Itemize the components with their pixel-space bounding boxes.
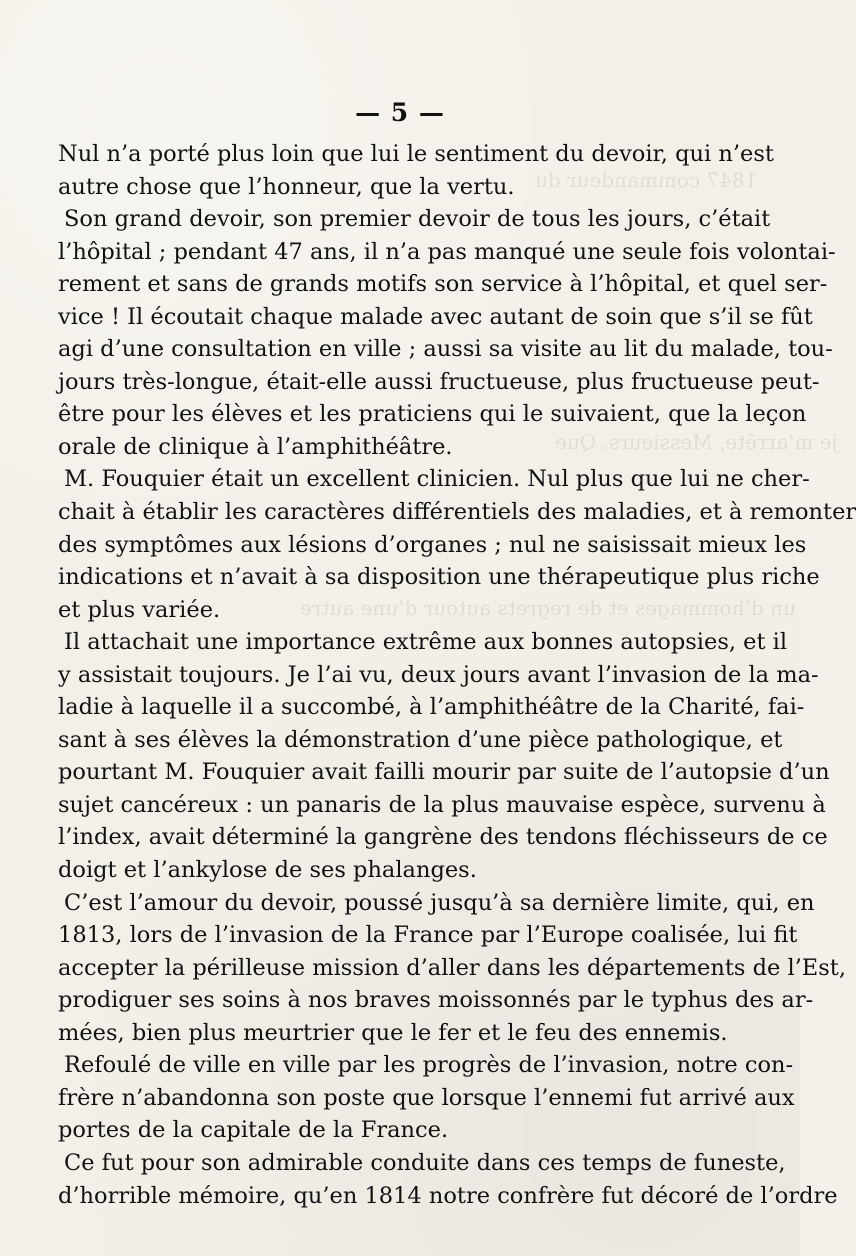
text-line: Ce fut pour son admirable conduite dans ces temps de funeste, <box>64 1149 786 1176</box>
text-line: chait à établir les caractères différentiels des maladies, et à remonter <box>58 499 856 526</box>
text-line: agi d’une consultation en ville ; aussi sa visite au lit du malade, tou- <box>58 336 833 363</box>
text-line: doigt et l’ankylose de ses phalanges. <box>58 857 477 884</box>
text-line: frère n’abandonna son poste que lorsque l’ennemi fut arrivé aux <box>58 1084 795 1111</box>
bleed-through-text: je m’arrête, Messieurs. Que <box>555 430 838 454</box>
text-line: Nul n’a porté plus loin que lui le sentiment du devoir, qui n’est <box>58 141 774 167</box>
bleed-through-text: 1847 commandeur du <box>535 168 758 192</box>
text-line: des symptômes aux lésions d’organes ; nul ne saisissait mieux les <box>58 531 807 558</box>
text-line: y assistait toujours. Je l’ai vu, deux jours avant l’invasion de la ma- <box>58 661 819 688</box>
text-line: accepter la périlleuse mission d’aller dans les départements de l’Est, <box>58 954 846 981</box>
text-line: M. Fouquier était un excellent clinicien. Nul plus que lui ne cher- <box>64 466 810 493</box>
text-line: être pour les élèves et les praticiens qui le suivaient, que la leçon <box>58 401 807 428</box>
text-line: C’est l’amour du devoir, poussé jusqu’à sa dernière limite, qui, en <box>64 889 815 916</box>
body-text <box>58 138 856 1212</box>
text-line: pourtant M. Fouquier avait failli mourir par suite de l’autopsie d’un <box>58 759 830 786</box>
text-line: rement et sans de grands motifs son service à l’hôpital, et quel ser- <box>58 271 828 298</box>
text-line: d’horrible mémoire, qu’en 1814 notre confrère fut décoré de l’ordre <box>58 1182 838 1209</box>
text-line: autre chose que l’honneur, que la vertu. <box>58 173 515 200</box>
page-number: — 5 — <box>355 98 445 127</box>
text-line: sujet cancéreux : un panaris de la plus mauvaise espèce, survenu à <box>58 791 826 818</box>
text-line: 1813, lors de l’invasion de la France par l’Europe coalisée, lui fit <box>58 922 798 949</box>
text-line: l’index, avait déterminé la gangrène des tendons fléchisseurs de ce <box>58 824 828 851</box>
text-line: orale de clinique à l’amphithéâtre. <box>58 433 453 460</box>
text-line: vice ! Il écoutait chaque malade avec autant de soin que s’il se fût <box>58 303 813 330</box>
text-line: indications et n’avait à sa disposition une thérapeutique plus riche <box>58 564 820 591</box>
text-line: sant à ses élèves la démonstration d’une pièce pathologique, et <box>58 726 783 753</box>
text-line: prodiguer ses soins à nos braves moissonnés par le typhus des ar- <box>58 987 814 1014</box>
text-line: Il attachait une importance extrême aux bonnes autopsies, et il <box>64 629 788 656</box>
text-line: mées, bien plus meurtrier que le fer et le feu des ennemis. <box>58 1019 728 1046</box>
bleed-through-text: un d’hommages et de regrets autour d’une autre <box>300 596 796 620</box>
text-line: et plus variée. <box>58 596 221 623</box>
text-line: Refoulé de ville en ville par les progrès de l’invasion, notre con- <box>64 1052 794 1079</box>
text-line: ladie à laquelle il a succombé, à l’amphithéâtre de la Charité, fai- <box>58 694 805 721</box>
text-line: l’hôpital ; pendant 47 ans, il n’a pas manqué une seule fois volontai- <box>58 238 836 265</box>
text-line: portes de la capitale de la France. <box>58 1117 449 1144</box>
text-line: Son grand devoir, son premier devoir de tous les jours, c’était <box>64 206 771 233</box>
text-line: jours très-longue, était-elle aussi fructueuse, plus fructueuse peut- <box>58 368 820 395</box>
